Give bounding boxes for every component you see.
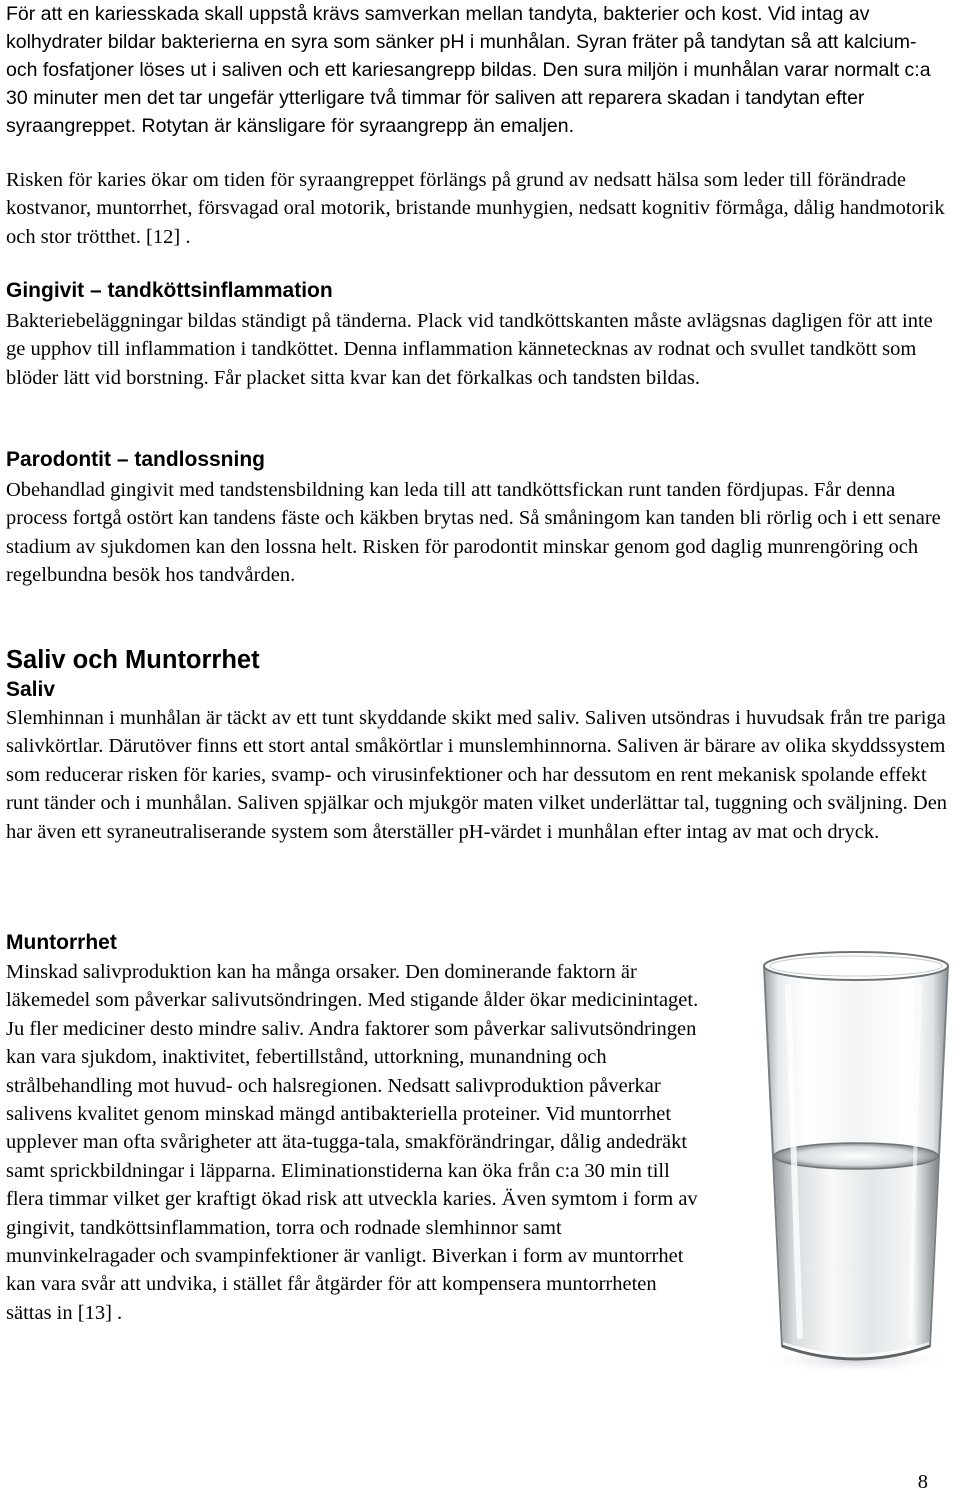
muntorrhet-heading: Muntorrhet (6, 931, 117, 954)
page-number: 8 (917, 1471, 928, 1493)
saliv-och-muntorrhet-heading: Saliv och Muntorrhet (6, 646, 260, 674)
muntorrhet-paragraph: Minskad salivproduktion kan ha många orsaker. Den dominerande faktorn är läkemedel som påverkar salivutsöndringen. Med stigande ålder ökar medicinintaget. Ju fler mediciner desto mindre saliv. Andra faktorer som påverkar salivutsöndringen kan vara sjukdom, inaktivitet, febertillstånd, uttorkning, munandning och strålbehandling mot huvud- och halsregionen. Nedsatt salivproduktion påverkar salivens kvalitet genom minskad mängd antibakteriella proteiner. Vid muntorrhet upplever man ofta svårigheter att äta-tugga-tala, smakförändringar, dålig andedräkt samt sprickbildningar i läpparna. Eliminationstiderna kan öka från c:a 30 min till flera timmar vilket ger kraftigt ökad risk att utveckla karies. Även symtom i form av gingivit, tandköttsinflammation, torra och rodnade slemhinnor samt munvinkelragader och svampinfektioner är vanligt. Biverkan i form av muntorrhet kan vara svår att undvika, i stället får åtgärder för att kompensera muntorrheten sättas in [13] . (6, 961, 699, 1324)
saliv-paragraph: Slemhinnan i munhålan är täckt av ett tunt skyddande skikt med saliv. Saliven utsöndras i huvudsak från tre pariga salivkörtlar. Därutöver finns ett stort antal småkörtlar i munslemhinnorna. Saliven är bärare av olika skyddssystem som reducerar risken för karies, svamp- och virusinfektioner och har dessutom en rent mekanisk spolande effekt runt tänder och i munhålan. Saliven spjälkar och mjukgör maten vilket underlättar tal, tuggning och sväljning. Den har även ett syraneutraliserande system som återställer pH-värdet i munhålan efter intag av mat och dryck. (6, 707, 948, 843)
parodontit-paragraph: Obehandlad gingivit med tandstensbildning kan leda till att tandköttsfickan runt tanden fördjupas. Får denna process fortgå ostört kan tandens fäste och käkben brytas ned. Så småningom kan tanden bli rörlig och i ett senare stadium av sjukdomen kan den lossna helt. Risken för parodontit minskar genom god daglig munrengöring och regelbundna besök hos tandvården. (6, 479, 941, 587)
saliv-heading: Saliv (6, 678, 56, 701)
gingivit-paragraph: Bakteriebeläggningar bildas ständigt på tänderna. Plack vid tandköttskanten måste avlägsnas dagligen för att inte ge upphov till inflammation i tandköttet. Denna inflammation kännetecknas av rodnat och svullet tandkött som blöder lätt vid borstning. Får placket sitta kvar kan det förkalkas och tandsten bildas. (6, 310, 933, 389)
gingivit-heading: Gingivit – tandköttsinflammation (6, 279, 333, 302)
caries-risk-paragraph: Risken för karies ökar om tiden för syraangreppet förlängs på grund av nedsatt hälsa som leder till förändrade kostvanor, muntorrhet, försvagad oral motorik, bristande munhygien, nedsatt kognitiv förmåga, dålig handmotorik och stor trötthet. [12] . (6, 169, 945, 248)
glass-of-water-icon (752, 944, 960, 1376)
parodontit-heading: Parodontit – tandlossning (6, 448, 266, 471)
caries-paragraph: För att en kariesskada skall uppstå krävs samverkan mellan tandyta, bakterier och kost. Vid intag av kolhydrater bildar bakterierna en syra som sänker pH i munhålan. Syran fräter på tandytan så att kalcium- och fosfatjoner löses ut i saliven och ett kariesangrepp bildas. Den sura miljön i munhålan varar normalt c:a 30 minuter men det tar ungefär ytterligare två timmar för saliven att reparera skadan i tandytan efter syraangreppet. Rotytan är känsligare för syraangrepp än emaljen. (6, 3, 931, 137)
